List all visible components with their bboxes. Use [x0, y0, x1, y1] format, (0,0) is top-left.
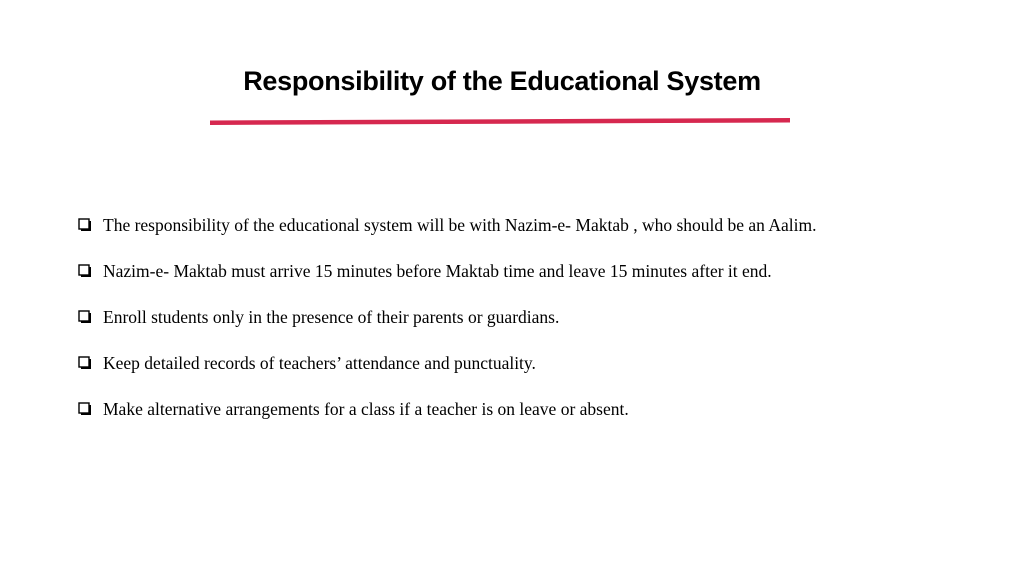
hollow-square-bullet-icon [78, 402, 92, 416]
bullet-text: Keep detailed records of teachers’ attendance and punctuality. [103, 353, 536, 373]
bullet-text: Nazim-e- Maktab must arrive 15 minutes before Maktab time and leave 15 minutes after it end. [103, 261, 772, 281]
hollow-square-bullet-icon [78, 264, 92, 278]
bullet-text: Enroll students only in the presence of their parents or guardians. [103, 307, 560, 327]
slide-title: Responsibility of the Educational System [243, 66, 761, 96]
bullet-text: Make alternative arrangements for a class if a teacher is on leave or absent. [103, 399, 629, 419]
title-underline [210, 118, 790, 125]
hollow-square-bullet-icon [78, 310, 92, 324]
bullet-text: The responsibility of the educational system will be with Nazim-e- Maktab , who should be an Aalim. [103, 215, 817, 235]
hollow-square-bullet-icon [78, 218, 92, 232]
hollow-square-bullet-icon [78, 356, 92, 370]
